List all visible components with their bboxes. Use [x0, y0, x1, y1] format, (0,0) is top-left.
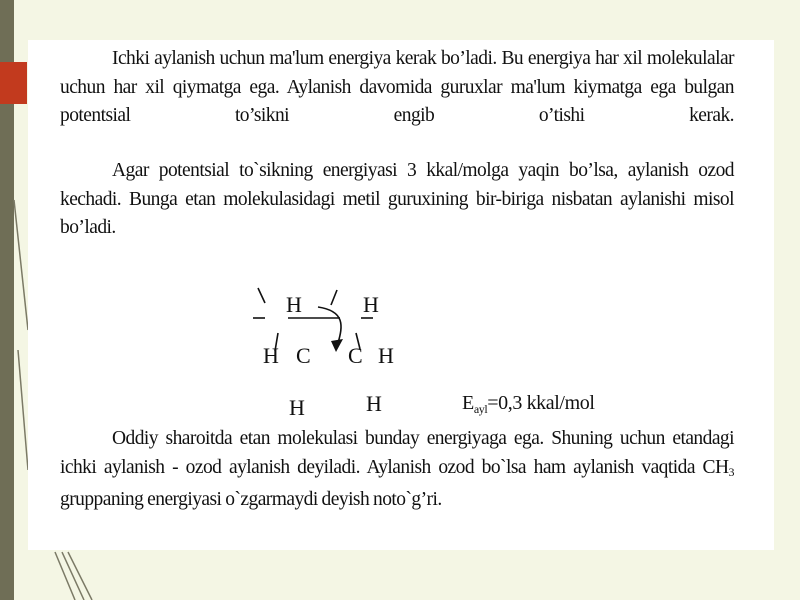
energy-symbol: E — [462, 392, 474, 414]
atom-h-bottom-left: H — [289, 395, 305, 420]
paragraph-free-rotation-text-b: gruppaning energiyasi o`zgarmaydi deyish noto`g’ri. — [60, 489, 442, 510]
atom-h-top-right: H — [363, 292, 379, 317]
paragraph-potential-barrier: Agar potentsial to`sikning energiyasi 3 kkal/molga yaqin bo’lsa, aylanish ozod kechadi. Bunga etan molekulasidagi metil guruxining bir-biriga nisbatan aylanishi misol bo’ladi. — [60, 160, 734, 238]
paragraph-free-rotation — [60, 425, 734, 515]
bond-top-right — [331, 290, 337, 305]
rotation-arrow-curve — [318, 307, 341, 343]
energy-subscript: ayl — [473, 402, 488, 416]
ch3-subscript: 3 — [728, 464, 734, 479]
atom-h-right: H — [378, 343, 394, 368]
rotation-energy-label — [462, 392, 594, 417]
atom-h-left: H — [263, 343, 279, 368]
ethane-bonds — [233, 248, 383, 393]
atom-h-bottom-right: H — [366, 391, 382, 416]
paragraph-internal-rotation: Ichki aylanish uchun ma'lum energiya kerak bo’ladi. Bu energiya har xil molekulalar uchun har xil qiymatga ega. Aylanish davomida guruxlar ma'lum kiymatga ega bulgan potentsial to’sikni engib o’tishi kerak. — [60, 48, 734, 126]
paragraph-free-rotation-text-a: Oddiy sharoitda etan molekulasi bunday energiyaga ega. Shuning uchun etandagi ichki aylanish - ozod aylanish deyiladi. Aylanish ozod bo`lsa ham aylanish vaqtida CH — [60, 428, 734, 478]
energy-value: =0,3 kkal/mol — [487, 392, 595, 414]
atom-c-right: C — [348, 343, 363, 368]
atom-h-top-left: H — [286, 292, 302, 317]
rotation-arrowhead — [331, 339, 343, 352]
atom-c-left: C — [296, 343, 311, 368]
bond-top-left — [258, 288, 265, 303]
ethane-structure — [233, 248, 394, 420]
red-accent-marker — [0, 62, 27, 104]
slide-content-panel — [28, 40, 774, 550]
